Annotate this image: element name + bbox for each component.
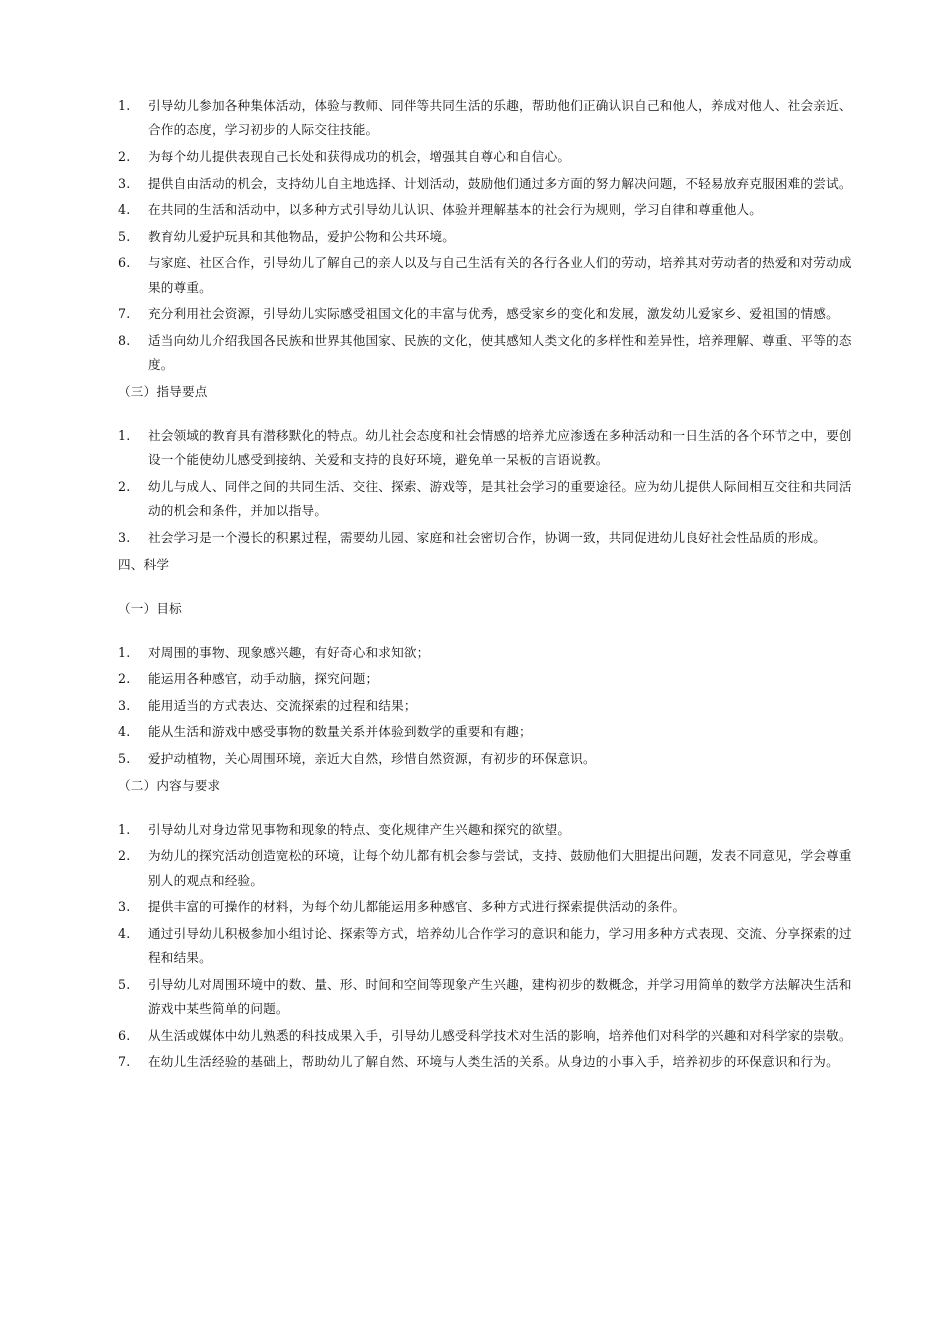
list-item (0, 475, 950, 524)
list-number: 8. (118, 332, 131, 348)
list-text: 能运用各种感官，动手动脑，探究问题； (148, 671, 379, 687)
list-number: 7. (118, 1054, 131, 1070)
list-item (0, 922, 950, 971)
list-item (0, 641, 950, 665)
list-text: 适当向幼儿介绍我国各民族和世界其他国家、民族的文化，使其感知人类文化的多样性和差异性，培养理解、尊重、平等的态度。 (148, 332, 852, 373)
list-item (0, 818, 950, 842)
list-number: 2. (118, 149, 131, 164)
list-item (0, 667, 950, 691)
list-text: 对周围的事物、现象感兴趣，有好奇心和求知欲； (148, 644, 430, 660)
list-text: 在共同的生活和活动中，以多种方式引导幼儿认识、体验并理解基本的社会行为规则，学习自律和尊重他人。 (148, 202, 763, 218)
goals-list (0, 641, 950, 772)
social-content-list (0, 94, 950, 378)
list-text: 教育幼儿爱护玩具和其他物品，爱护公物和公共环境。 (148, 228, 456, 244)
list-number: 5. (118, 976, 131, 992)
guidance-heading: （三）指导要点 (118, 383, 208, 399)
list-item (0, 198, 950, 222)
list-text: 能用适当的方式表达、交流探索的过程和结果； (148, 697, 417, 713)
list-number: 4. (118, 925, 131, 941)
list-number: 4. (118, 724, 131, 740)
list-text: 提供丰富的可操作的材料，为每个幼儿都能运用多种感官、多种方式进行探索提供活动的条件。 (148, 899, 686, 915)
list-number: 4. (118, 202, 131, 218)
list-text: 提供自由活动的机会，支持幼儿自主地选择、计划活动，鼓励他们通过多方面的努力解决问题，不轻易放弃克服困难的尝试。 (148, 175, 852, 191)
list-number: 3. (118, 697, 131, 713)
list-text: 充分利用社会资源，引导幼儿实际感受祖国文化的丰富与优秀，感受家乡的变化和发展，激发幼儿爱家乡、爱祖国的情感。 (148, 306, 839, 322)
list-item (0, 694, 950, 718)
list-number: 1. (118, 427, 131, 443)
list-item (0, 172, 950, 196)
science-heading: 四、科学 (118, 556, 170, 572)
list-item (0, 329, 950, 378)
list-text: 为幼儿的探究活动创造宽松的环境，让每个幼儿都有机会参与尝试，支持、鼓励他们大胆提出问题，发表不同意见，学会尊重别人的观点和经验。 (148, 848, 852, 888)
document-page (0, 94, 950, 1077)
list-number: 1. (118, 98, 131, 113)
goals-heading: （一）目标 (118, 600, 182, 616)
list-number: 5. (118, 750, 131, 766)
list-item (0, 1024, 950, 1048)
list-item (0, 302, 950, 326)
list-item (0, 973, 950, 1022)
list-text: 爱护动植物，关心周围环境，亲近大自然，珍惜自然资源，有初步的环保意识。 (148, 750, 596, 766)
science-content-list (0, 818, 950, 1075)
list-text: 引导幼儿对周围环境中的数、量、形、时间和空间等现象产生兴趣，建构初步的数概念，并学习用简单的数学方法解决生活和游戏中某些简单的问题。 (148, 976, 852, 1017)
guidance-list (0, 424, 950, 550)
list-item (0, 747, 950, 771)
list-item (0, 94, 950, 143)
list-item (0, 251, 950, 300)
list-number: 6. (118, 1027, 131, 1043)
list-number: 3. (118, 175, 131, 191)
list-text: 能从生活和游戏中感受事物的数量关系并体验到数学的重要和有趣； (148, 724, 532, 740)
list-text: 通过引导幼儿积极参加小组讨论、探索等方式，培养幼儿合作学习的意识和能力，学习用多种方式表现、交流、分享探索的过程和结果。 (148, 925, 852, 966)
list-number: 1. (118, 644, 131, 660)
list-number: 5. (118, 228, 131, 244)
list-item (0, 225, 950, 249)
list-number: 7. (118, 306, 131, 322)
content-heading: （二）内容与要求 (118, 777, 221, 793)
list-item (0, 720, 950, 744)
list-text: 在幼儿生活经验的基础上，帮助幼儿了解自然、环境与人类生活的关系。从身边的小事入手，培养初步的环保意识和行为。 (148, 1054, 839, 1070)
list-item (0, 145, 950, 169)
list-item (0, 526, 950, 550)
list-item (0, 424, 950, 473)
list-number: 3. (118, 529, 131, 545)
list-text: 引导幼儿参加各种集体活动，体验与教师、同伴等共同生活的乐趣，帮助他们正确认识自己和他人，养成对他人、社会亲近、合作的态度，学习初步的人际交往技能。 (148, 98, 852, 138)
list-number: 2. (118, 848, 131, 864)
list-number: 6. (118, 255, 131, 271)
list-text: 引导幼儿对身边常见事物和现象的特点、变化规律产生兴趣和探究的欲望。 (148, 821, 571, 837)
list-text: 社会学习是一个漫长的积累过程，需要幼儿园、家庭和社会密切合作，协调一致，共同促进幼儿良好社会性品质的形成。 (148, 529, 827, 545)
list-number: 1. (118, 821, 131, 837)
list-number: 2. (118, 478, 131, 494)
list-item (0, 1050, 950, 1074)
list-text: 幼儿与成人、同伴之间的共同生活、交往、探索、游戏等，是其社会学习的重要途径。应为幼儿提供人际间相互交往和共同活动的机会和条件，并加以指导。 (148, 478, 852, 519)
list-number: 2. (118, 671, 131, 687)
list-text: 从生活或媒体中幼儿熟悉的科技成果入手，引导幼儿感受科学技术对生活的影响，培养他们对科学的兴趣和对科学家的崇敬。 (148, 1027, 852, 1043)
list-text: 为每个幼儿提供表现自己长处和获得成功的机会，增强其自尊心和自信心。 (148, 149, 571, 164)
list-item (0, 895, 950, 919)
list-text: 与家庭、社区合作，引导幼儿了解自己的亲人以及与自己生活有关的各行各业人们的劳动，培养其对劳动者的热爱和对劳动成果的尊重。 (148, 255, 852, 295)
list-text: 社会领域的教育具有潜移默化的特点。幼儿社会态度和社会情感的培养尤应渗透在多种活动和一日生活的各个环节之中，要创设一个能使幼儿感受到接纳、关爱和支持的良好环境，避免单一呆板的言语说教。 (148, 427, 852, 468)
list-number: 3. (118, 899, 131, 915)
list-item (0, 844, 950, 893)
